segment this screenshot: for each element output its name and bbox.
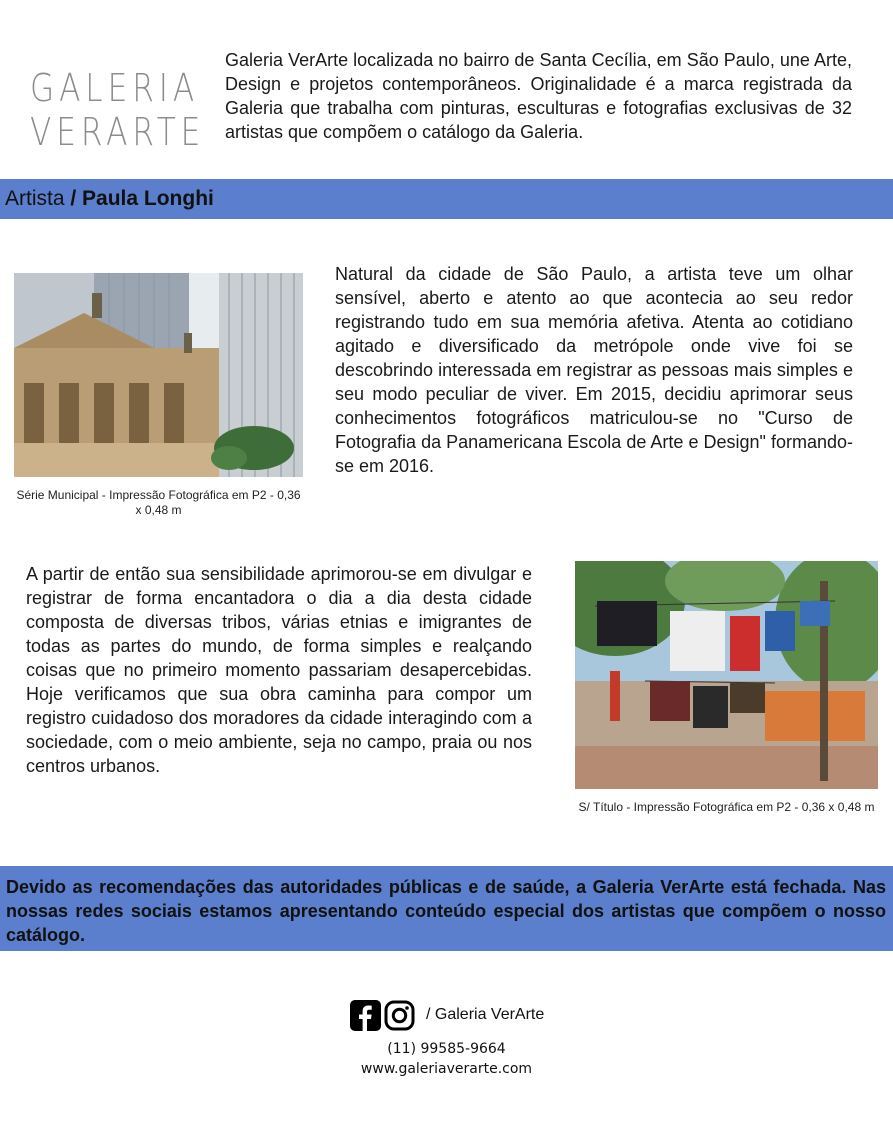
instagram-icon[interactable] <box>384 1000 415 1031</box>
logo-line-2: VERARTE <box>30 110 206 154</box>
artist-separator: / <box>64 187 83 210</box>
clothesline-illustration <box>575 561 878 789</box>
gallery-logo <box>30 66 206 154</box>
photo-serie-municipal <box>14 273 303 477</box>
facebook-icon[interactable] <box>350 1000 381 1031</box>
social-links <box>350 999 544 1031</box>
social-handle: / Galeria VerArte <box>426 1006 545 1023</box>
artist-heading <box>5 187 214 211</box>
photo2-caption: S/ Título - Impressão Fotográfica em P2 - 0,36 x 0,48 m <box>578 800 875 814</box>
artist-bio-paragraph-1: Natural da cidade de São Paulo, a artista teve um olhar sensível, aberto e atento ao que acontecia ao seu redor registrando tudo em sua memória afetiva. Atenta ao cotidiano agitado e diversificado da metrópole onde vive foi se descobrindo interessada em registrar as pessoas mais simples e seu modo peculiar de viver. Em 2015, decidiu aprimorar seus conhecimentos fotográficos matriculou-se no "Curso de Fotografia da Panamericana Escola de Arte e Design" formando-se em 2016. <box>335 264 853 476</box>
artist-prefix: Artista <box>5 187 65 210</box>
logo-line-1: GALERIA <box>30 66 200 110</box>
contact-website[interactable]: www.galeriaverarte.com <box>360 1061 533 1077</box>
contact-phone: (11) 99585-9664 <box>387 1041 506 1057</box>
artist-header-band <box>0 179 893 219</box>
closure-notice-text: Devido as recomendações das autoridades públicas e de saúde, a Galeria VerArte está fechada. Nas nossas redes sociais estamos apresentando conteúdo especial dos artistas que compõem o nosso catálogo. <box>6 877 886 945</box>
photo1-caption: Série Municipal - Impressão Fotográfica em P2 - 0,36 x 0,48 m <box>16 488 301 517</box>
intro-text: Galeria VerArte localizada no bairro de Santa Cecília, em São Paulo, une Arte, Design e projetos contemporâneos. Originalidade é a marca registrada da Galeria que trabalha com pinturas, esculturas e fotografias exclusivas de 32 artistas que compõem o catálogo da Galeria. <box>225 50 852 142</box>
artist-name: Paula Longhi <box>82 187 214 210</box>
artist-bio-paragraph-2: A partir de então sua sensibilidade aprimorou-se em divulgar e registrar de forma encantadora o dia a dia desta cidade composta de diversas tribos, várias etnias e imigrantes de todas as partes do mundo, de forma simples e realçando coisas que no primeiro momento passariam desapercebidas. Hoje verificamos que sua obra caminha para compor um registro cuidadoso dos moradores da cidade interagindo com a sociedade, com o meio ambiente, seja no campo, praia ou nos centros urbanos. <box>26 564 532 776</box>
theater-illustration <box>14 273 303 477</box>
closure-notice-band <box>0 866 893 951</box>
photo-sem-titulo <box>575 561 878 789</box>
